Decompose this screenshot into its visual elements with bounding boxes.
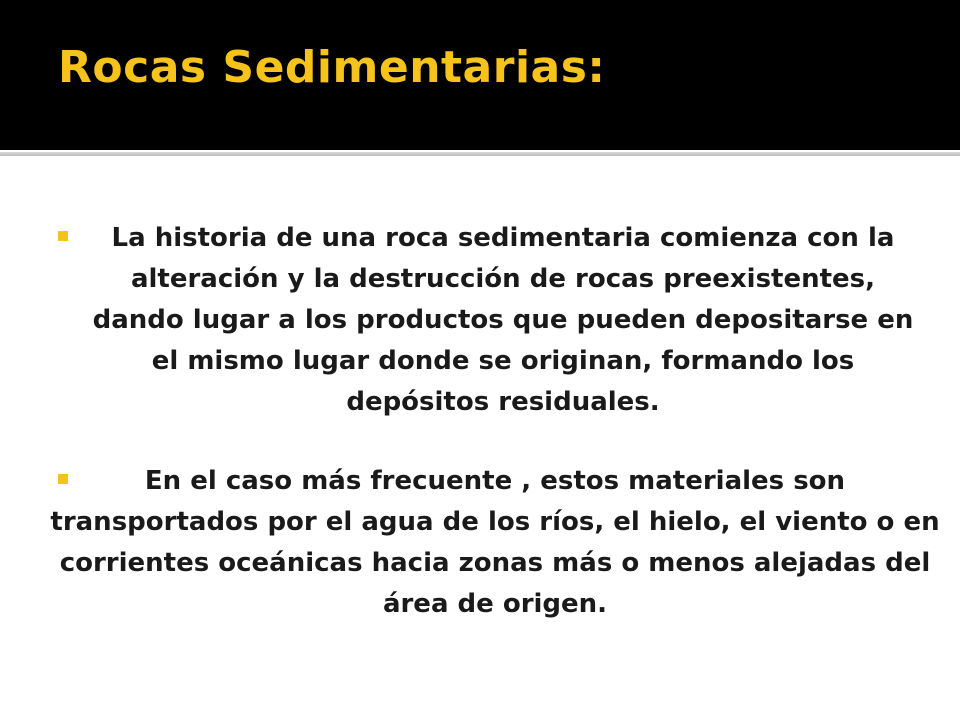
bullet-text: La historia de una roca sedimentaria comienza con la alteración y la destrucción de rocas preexistentes, dando lugar a los productos que pueden depositarse en el mismo lugar donde se originan, formando los depósitos residuales. (92, 223, 914, 417)
square-bullet-icon (58, 231, 68, 241)
square-bullet-icon (58, 474, 68, 484)
bullet-item (40, 218, 950, 423)
slide-content (40, 218, 950, 625)
title-divider (0, 152, 960, 156)
slide-title: Rocas Sedimentarias: (58, 42, 606, 93)
title-bar (0, 0, 960, 150)
bullet-text: En el caso más frecuente , estos materiales son transportados por el agua de los ríos, el hielo, el viento o en corrientes oceánicas hacia zonas más o menos alejadas del área de origen. (50, 466, 940, 619)
bullet-item (40, 461, 950, 625)
